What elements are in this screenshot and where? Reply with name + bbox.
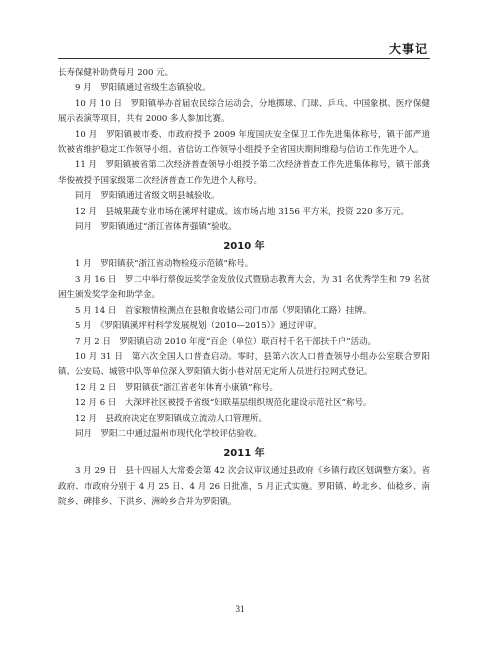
- entry-paragraph: 5 月 14 日 首家粮情检测点在县粮食收储公司门市部（罗阳镇化工路）挂牌。: [75, 305, 372, 316]
- entry-paragraph: 3 月 16 日 罗二中举行蔡俊远奖学金发放仪式暨励志教育大会，为 31 名优秀学生和 79 名贫困生颁发奖学金和助学金。: [58, 274, 430, 301]
- entry-paragraph: 10 月 10 日 罗阳镇举办首届农民综合运动会，分地掷球、门球、乒乓、中国象棋、医疗保健展示表演等项目，共有 2000 多人参加比赛。: [58, 98, 430, 125]
- entry-paragraph: 12 月 2 日 罗阳镇获“浙江省老年体育小康镇”称号。: [75, 382, 279, 393]
- entry-paragraph: 10 月 31 日 第六次全国人口普查启动。零时，县第六次人口普查领导小组办公室联合罗阳镇、公安局、城管中队等单位深入罗阳镇大街小巷对居无定所人员进行拉网式登记。: [58, 351, 430, 378]
- entry-paragraph: 1 月 罗阳镇获“浙江省动物检疫示范镇”称号。: [75, 259, 254, 270]
- entry-paragraph: 7 月 2 日 罗阳镇启动 2010 年度“百企（单位）联百村千名干部扶千户”活动。: [75, 336, 377, 347]
- entry-paragraph: 9 月 罗阳镇通过省级生态镇验收。: [75, 83, 211, 94]
- chronicle-body: [58, 66, 430, 511]
- header-divider: [58, 58, 430, 59]
- entry-paragraph: 12 月 县城果蔬专业市场在溪坪村建成。该市场占地 3156 平方米，投资 220 多万元。: [75, 206, 410, 217]
- entry-paragraph: 3 月 29 日 县十四届人大常委会第 42 次会议审议通过县政府《乡镇行政区划调整方案》。省政府、市政府分别于 4 月 25 日、4 月 26 日批准，5 月正式实施。罗阳镇、岭北乡、仙稔乡、南院乡、碑排乡、下洪乡、洲岭乡合并为罗阳镇。: [58, 466, 430, 508]
- entry-paragraph: 5 月 《罗阳镇溪坪村科学发展规划（2010—2015）》通过评审。: [75, 321, 322, 332]
- entry-paragraph: 11 月 罗阳镇被省第二次经济普查领导小组授予第二次经济普查工作先进集体称号，镇干部龚华俊被授予国家级第二次经济普查工作先进个人称号。: [58, 160, 430, 186]
- page-number: 31: [235, 604, 245, 614]
- paragraph-continuation: 长寿保健补助费每月 200 元。: [58, 68, 174, 78]
- running-header-title: 大事记: [388, 42, 428, 56]
- entry-paragraph: 同月 罗阳镇通过省级文明县城验收。: [75, 191, 220, 202]
- entry-paragraph: 同月 罗阳镇通过“浙江省体育强镇”验收。: [75, 222, 237, 233]
- entry-paragraph: 12 月 县政府决定在罗阳镇成立流动人口管理所。: [75, 413, 268, 424]
- entry-paragraph: 10 月 罗阳镇被市委、市政府授予 2009 年度国庆安全保卫工作先进集体称号，镇干部严道钦被省维护稳定工作领导小组、省信访工作领导小组授予全省国庆期间维稳与信访工作先进个人。: [58, 129, 430, 156]
- entry-paragraph: 12 月 6 日 大深坪社区被授予省级“妇联基层组织规范化建设示范社区”称号。: [75, 398, 372, 409]
- year-heading-2010: 2010 年: [223, 241, 265, 253]
- entry-paragraph: 同月 罗阳二中通过温州市现代化学校评估验收。: [75, 428, 263, 439]
- year-heading-2011: 2011 年: [223, 448, 265, 460]
